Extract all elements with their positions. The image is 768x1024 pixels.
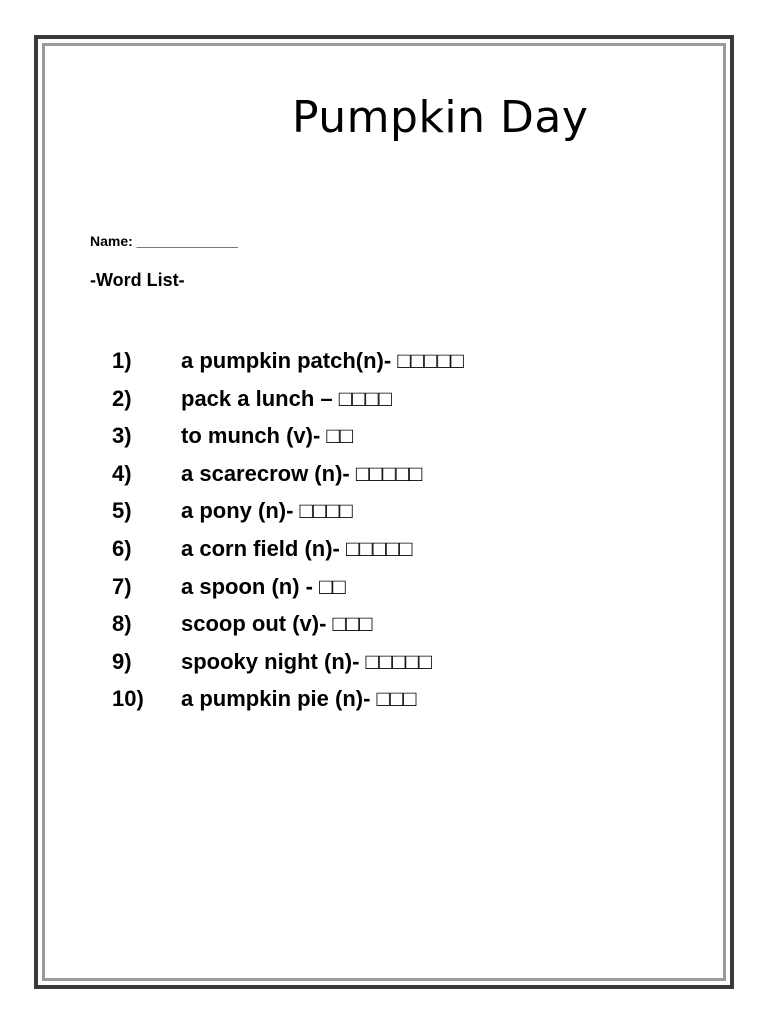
page-border-inner	[42, 43, 726, 981]
page-border-outer	[34, 35, 734, 989]
list-item-text: a spoon (n) - □□	[181, 573, 346, 599]
list-item-number: 6)	[112, 535, 132, 561]
list-item-number: 7)	[112, 573, 132, 599]
list-item-number: 9)	[112, 648, 132, 674]
list-item-text: a scarecrow (n)- □□□□□	[181, 460, 423, 486]
list-item-number: 10)	[112, 686, 144, 712]
list-item-text: spooky night (n)- □□□□□	[181, 648, 432, 674]
list-item-text: a pumpkin patch(n)- □□□□□	[181, 348, 464, 373]
name-field: Name: _____________	[90, 233, 238, 249]
list-item-number: 3)	[112, 423, 132, 449]
list-item-text: to munch (v)- □□	[181, 423, 354, 449]
list-item-number: 4)	[112, 460, 132, 486]
list-item-text: a pony (n)- □□□□	[181, 498, 353, 524]
list-item-number: 1)	[112, 348, 132, 373]
list-item-number: 5)	[112, 498, 132, 524]
list-item-text: scoop out (v)- □□□	[181, 611, 373, 637]
list-item-text: a pumpkin pie (n)- □□□	[181, 686, 417, 712]
list-item-text: pack a lunch – □□□□	[181, 385, 392, 411]
list-item-number: 8)	[112, 611, 132, 637]
list-item-number: 2)	[112, 385, 132, 411]
page-title: Pumpkin Day	[292, 92, 589, 143]
list-item-text: a corn field (n)- □□□□□	[181, 535, 413, 561]
word-list-heading: -Word List-	[90, 270, 185, 290]
